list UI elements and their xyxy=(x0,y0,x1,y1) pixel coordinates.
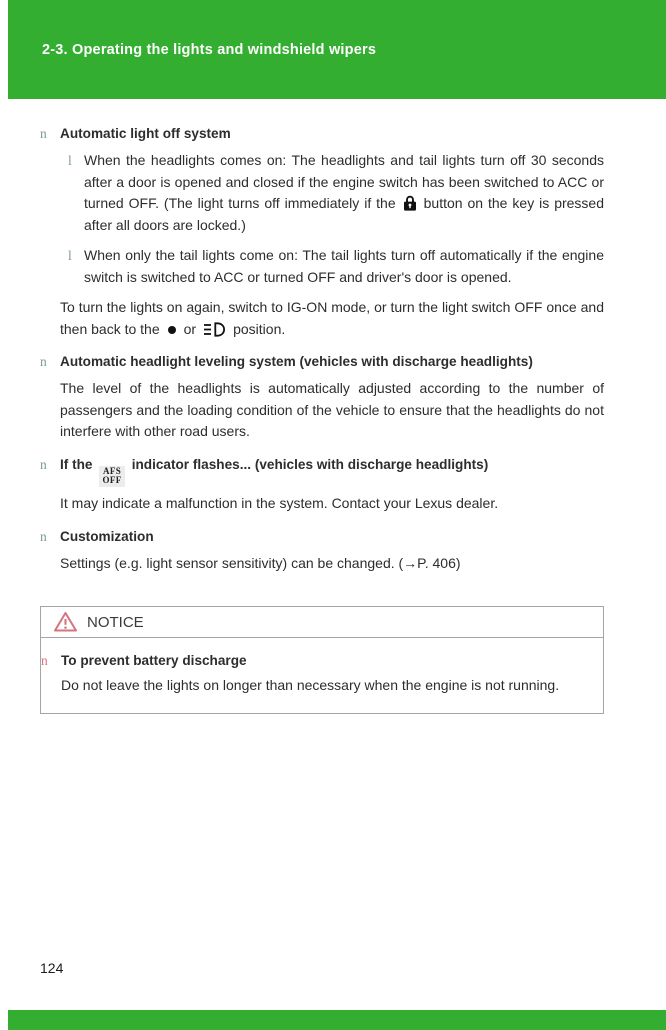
text-if-the: If the xyxy=(60,456,93,472)
list-item-text: When only the tail lights come on: The tail lights turn off automatically if the engine switch is switched to ACC or turned OFF and driver's door is opened. xyxy=(84,247,604,285)
round-bullet-icon: l xyxy=(68,153,72,168)
chapter-title: 2-3. Operating the lights and windshield wipers xyxy=(42,41,377,58)
square-bullet-icon: n xyxy=(41,653,48,669)
notice-header xyxy=(41,607,603,638)
list-item xyxy=(68,245,604,288)
text-or: or xyxy=(183,320,197,337)
square-bullet-icon: n xyxy=(40,126,47,141)
page-number: 124 xyxy=(40,960,64,976)
notice-item-heading xyxy=(41,651,591,671)
lock-icon xyxy=(403,195,417,211)
section-heading-text: Automatic light off system xyxy=(60,126,231,141)
notice-box xyxy=(40,606,604,714)
section-heading-text xyxy=(60,455,604,488)
afs-off-indicator-icon xyxy=(99,466,124,488)
square-bullet-icon: n xyxy=(40,456,47,472)
headlight-position-icon xyxy=(203,322,226,337)
round-bullet-icon: l xyxy=(68,248,72,263)
notice-item-body: Do not leave the lights on longer than necessary when the engine is not running. xyxy=(61,677,560,694)
list-item-text xyxy=(84,150,604,236)
page-content xyxy=(40,124,604,714)
section-body: It may indicate a malfunction in the system. Contact your Lexus dealer. xyxy=(60,495,499,512)
text-position: position. xyxy=(233,320,286,337)
section-heading-text: Customization xyxy=(60,528,154,544)
notice-label: NOTICE xyxy=(87,613,144,631)
section-afs-indicator xyxy=(40,455,604,515)
chapter-header-bar xyxy=(8,0,666,99)
relight-note xyxy=(60,297,604,340)
notice-body xyxy=(41,638,603,713)
text-after-lock: button on the key is pressed after all doors are locked.) xyxy=(84,195,604,233)
warning-triangle-icon xyxy=(53,611,78,633)
section-heading xyxy=(40,527,604,547)
section-customization xyxy=(40,527,604,575)
section-automatic-light-off xyxy=(40,124,604,340)
square-bullet-icon: n xyxy=(40,528,47,544)
list-item xyxy=(68,150,604,236)
footer-bar xyxy=(8,1010,666,1030)
notice-item-title: To prevent battery discharge xyxy=(61,653,247,669)
section-heading xyxy=(40,352,604,372)
section-heading xyxy=(40,455,604,488)
section-heading-text: Automatic headlight leveling system (vehicles with discharge headlights) xyxy=(60,354,533,369)
section-headlight-leveling xyxy=(40,352,604,443)
text-indicator-flashes: indicator flashes... (vehicles with discharge headlights) xyxy=(131,456,489,472)
text-before-dot: To turn the lights on again, switch to IG-ON mode, or turn the light switch OFF once and then back to the xyxy=(60,299,604,337)
text-before-lock: When the headlights comes on: The headlights and tail lights turn off 30 seconds after a door is opened and closed if the engine switch has been switched to ACC or turned OFF. (The light turns off immediately if the xyxy=(84,152,604,211)
section-heading xyxy=(40,124,604,144)
section-body: Settings (e.g. light sensor sensitivity) can be changed. (→P. 406) xyxy=(60,554,461,571)
section-body: The level of the headlights is automatically adjusted according to the number of passengers and the loading condition of the vehicle to ensure that the headlights do not interfere with other road users. xyxy=(60,380,604,439)
afs-indicator-line1: AFS xyxy=(102,465,122,476)
tail-light-position-icon xyxy=(168,326,176,334)
afs-indicator-line2: OFF xyxy=(102,475,122,486)
square-bullet-icon: n xyxy=(40,354,47,369)
